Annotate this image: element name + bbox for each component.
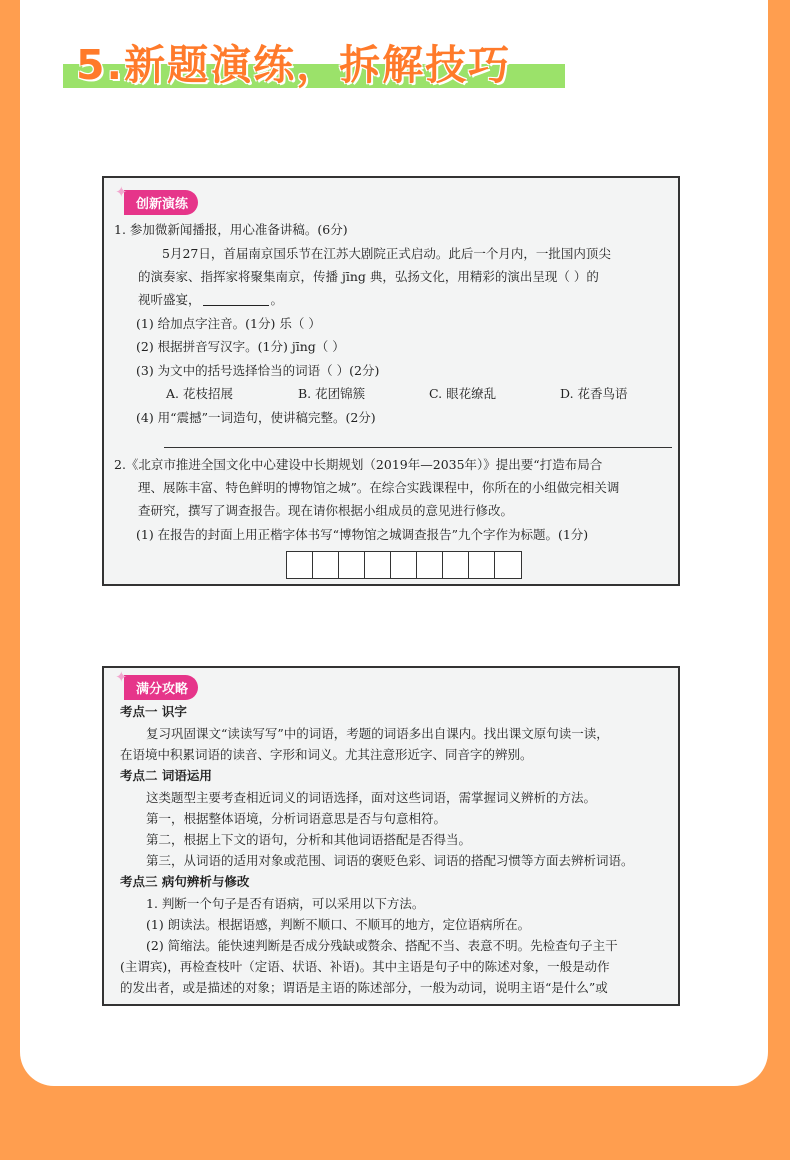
- grid-cell[interactable]: [469, 552, 495, 578]
- grid-cell[interactable]: [287, 552, 313, 578]
- grid-cell[interactable]: [391, 552, 417, 578]
- point-2-text: 第一，根据整体语境，分析词语意思是否与句意相符。: [146, 811, 447, 826]
- exercise-tag-label: 创新演练: [136, 197, 189, 212]
- answer-blank[interactable]: [203, 305, 269, 306]
- point-3-text: 的发出者，或是描述的对象；谓语是主语的陈述部分，一般为动词，说明主语“是什么”或: [120, 980, 608, 995]
- option-a: A. 花枝招展: [166, 386, 233, 401]
- writing-grid[interactable]: [286, 551, 522, 579]
- grid-cell[interactable]: [313, 552, 339, 578]
- q2-sub1: (1) 在报告的封面上用正楷字体书写“博物馆之城调查报告”九个字作为标题。(1分): [136, 527, 589, 542]
- q1-passage-end: 。: [270, 292, 284, 307]
- q2-line: 查研究，撰写了调查报告。现在请你根据小组成员的意见进行修改。: [138, 503, 514, 518]
- answer-line[interactable]: [164, 447, 672, 448]
- q1-sub3: (3) 为文中的括号选择恰当的词语（ ）(2分): [136, 363, 380, 378]
- q1-passage-text: 视听盛宴，: [138, 292, 201, 307]
- strategy-panel: [102, 666, 680, 1006]
- q1-sub2: (2) 根据拼音写汉字。(1分) jīng（ ）: [136, 339, 345, 354]
- point-3-heading: 考点三 病句辨析与修改: [120, 874, 250, 889]
- point-3-text: (1) 朗读法。根据语感，判断不顺口、不顺耳的地方，定位语病所在。: [146, 917, 531, 932]
- strategy-tag-label: 满分攻略: [136, 682, 189, 697]
- point-3-text: 1. 判断一个句子是否有语病，可以采用以下方法。: [146, 896, 425, 911]
- q2-line: 2.《北京市推进全国文化中心建设中长期规划（2019年—2035年）》提出要“打造布局合: [114, 457, 603, 472]
- star-icon: ✦: [115, 183, 128, 201]
- point-2-text: 第二，根据上下文的语句，分析和其他词语搭配是否得当。: [146, 832, 472, 847]
- point-3-text: (主谓宾)，再检查枝叶（定语、状语、补语)。其中主语是句子中的陈述对象，一般是动作: [120, 959, 610, 974]
- q1-prompt: 1. 参加微新闻播报，用心准备讲稿。(6分): [114, 222, 348, 237]
- point-1-text: 在语境中积累词语的读音、字形和词义。尤其注意形近字、同音字的辨别。: [120, 747, 533, 762]
- point-1-text: 复习巩固课文“读读写写”中的词语，考题的词语多出自课内。找出课文原句读一读，: [146, 726, 609, 741]
- grid-cell[interactable]: [417, 552, 443, 578]
- option-d: D. 花香鸟语: [560, 386, 628, 401]
- point-2-text: 这类题型主要考查相近词义的词语选择，面对这些词语，需掌握词义辨析的方法。: [146, 790, 597, 805]
- q1-sub4: (4) 用“震撼”一词造句，使讲稿完整。(2分): [136, 410, 376, 425]
- point-1-heading: 考点一 识字: [120, 704, 187, 719]
- point-3-text: (2) 简缩法。能快速判断是否成分残缺或赘余、搭配不当、表意不明。先检查句子主干: [146, 938, 618, 953]
- exercise-panel: [102, 176, 680, 586]
- option-c: C. 眼花缭乱: [429, 386, 497, 401]
- q1-passage-line: 的演奏家、指挥家将聚集南京，传播 jīng 典，弘扬文化，用精彩的演出呈现（ ）的: [138, 269, 599, 284]
- q1-passage-line: 5月27日，首届南京国乐节在江苏大剧院正式启动。此后一个月内，一批国内顶尖: [162, 246, 611, 261]
- grid-cell[interactable]: [365, 552, 391, 578]
- point-2-text: 第三，从词语的适用对象或范围、词语的褒贬色彩、词语的搭配习惯等方面去辨析词语。: [146, 853, 634, 868]
- q1-passage-line: [138, 294, 283, 307]
- strategy-tag: [115, 668, 198, 700]
- point-2-heading: 考点二 词语运用: [120, 768, 212, 783]
- q2-line: 理、展陈丰富、特色鲜明的博物馆之城”。在综合实践课程中，你所在的小组做完相关调: [138, 480, 620, 495]
- q1-sub1: (1) 给加点字注音。(1分) 乐（ ）: [136, 316, 321, 331]
- star-icon: ✦: [115, 668, 128, 686]
- section-title: 5.新题演练，拆解技巧: [76, 41, 512, 89]
- grid-cell[interactable]: [339, 552, 365, 578]
- exercise-tag: [115, 183, 198, 215]
- grid-cell[interactable]: [443, 552, 469, 578]
- option-b: B. 花团锦簇: [298, 386, 366, 401]
- grid-cell[interactable]: [495, 552, 521, 578]
